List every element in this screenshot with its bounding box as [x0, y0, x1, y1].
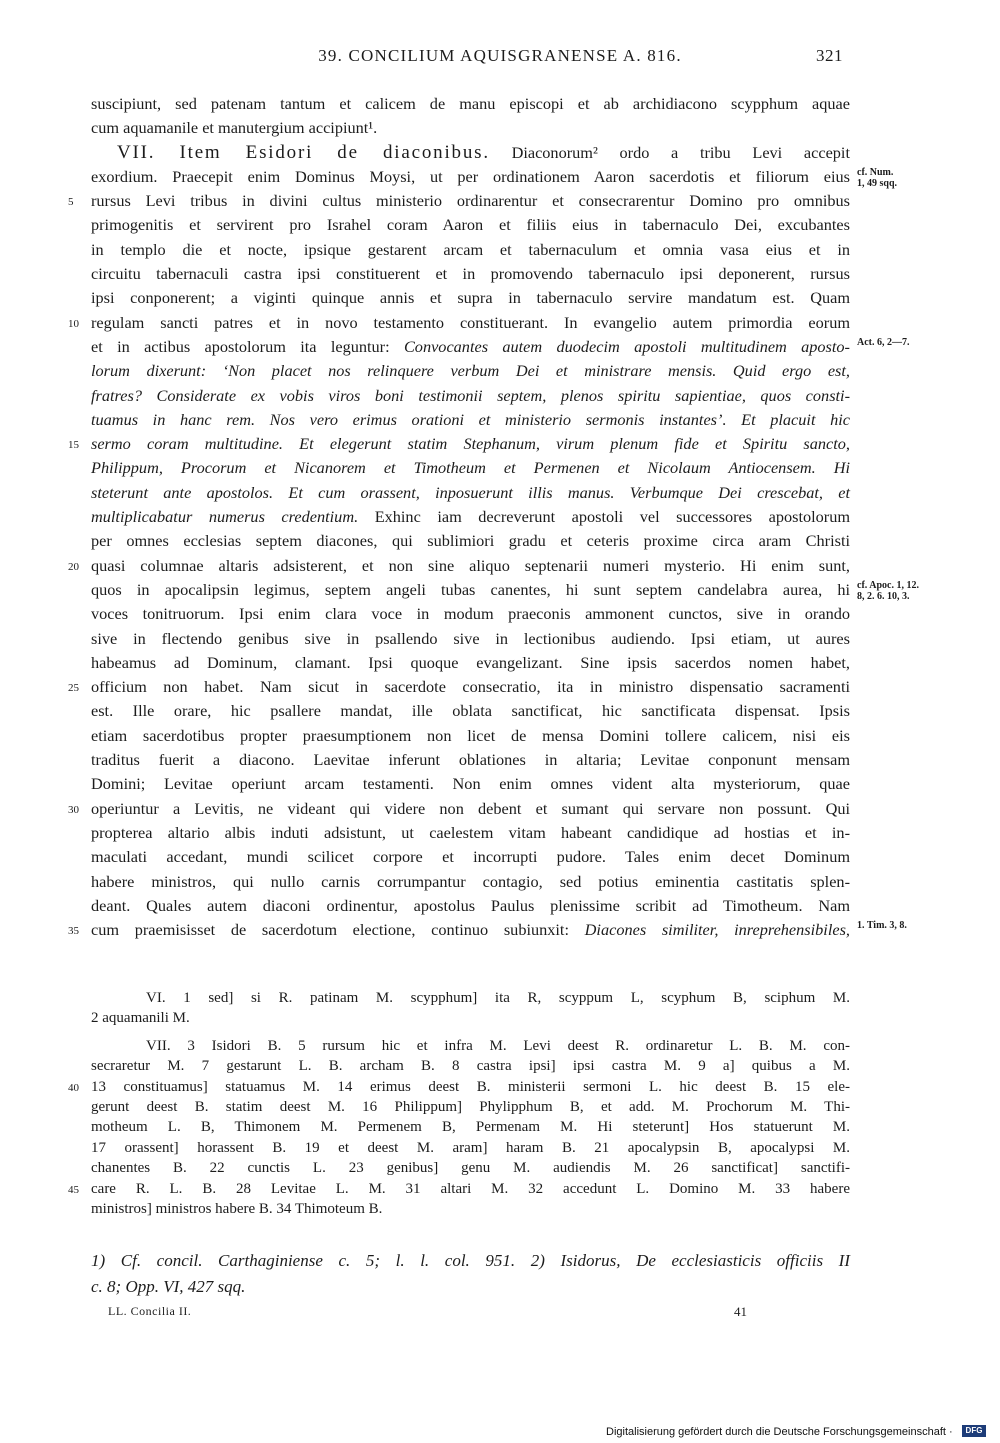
- text-line: [91, 578, 850, 602]
- text-line: [91, 141, 850, 165]
- text-line: [91, 408, 850, 432]
- line-number: 30: [68, 803, 79, 816]
- text-line: [91, 286, 850, 310]
- line-text: deant. Quales autem diaconi ordinentur, apostolus Paulus plenissime scribit ad Timotheum. Nam: [91, 895, 850, 915]
- quotation: Diacones similiter, inreprehensibiles,: [584, 920, 850, 940]
- apparatus-line: [91, 1036, 850, 1056]
- apparatus-section-vii: [68, 1036, 850, 1220]
- apparatus-text: ministros] ministros habere B. 34 Thimoteum B.: [91, 1200, 383, 1217]
- line-text: ipsi conponerent; a viginti quinque annis et supra in tabernaculo servire mandatum est. Quam: [91, 288, 850, 308]
- apparatus-text: secraretur M. 7 gestarunt L. B. archam B. 8 castra ipsi] ipsi castra M. 9 a] quibus a M.: [91, 1058, 850, 1075]
- footnote-line: c. 8; Opp. VI, 427 sqq.: [91, 1277, 246, 1296]
- section-heading: VII. Item Esidori de diaconibus.: [117, 141, 490, 163]
- text-line: [91, 845, 850, 869]
- apparatus-line: [91, 1097, 850, 1117]
- apparatus-text: care R. L. B. 28 Levitae L. M. 31 altari M. 32 accedunt L. Domino M. 33 habere: [91, 1180, 850, 1197]
- apparatus-section-vi: [91, 988, 850, 1029]
- line-text: cum aquamanile et manutergium accipiunt¹.: [91, 118, 378, 138]
- apparatus-text: motheum L. B, Thimonem M. Permenem B, Permenam M. Hi steterunt] Hos statuerunt M.: [91, 1119, 850, 1136]
- line-text: cum praemisisset de sacerdotum electione, continuo subiunxit:: [91, 920, 569, 940]
- margin-reference: cf. Apoc. 1, 12. 8, 2. 6. 10, 3.: [857, 580, 919, 602]
- text-line: [91, 335, 850, 359]
- margin-reference: 1. Tim. 3, 8.: [857, 920, 907, 932]
- text-line: [91, 505, 850, 529]
- text-line: [91, 699, 850, 723]
- text-line: [91, 456, 850, 480]
- apparatus-line: [91, 1138, 850, 1158]
- text-line: [91, 870, 850, 894]
- line-number: 40: [68, 1081, 79, 1094]
- text-line: [68, 797, 850, 821]
- line-text: habeamus ad Dominum, clamant. Ipsi quoque evangelizant. Sine ipsis sacerdos nomen habet,: [91, 652, 850, 672]
- dfg-logo-icon: DFG: [962, 1425, 986, 1437]
- text-line: [91, 262, 850, 286]
- quotation: sermo coram multitudine. Et elegerunt statim Stephanum, virum plenum fide et Spiritu sancto,: [91, 434, 850, 454]
- quotation: multiplicabatur numerus credentium.: [91, 507, 359, 527]
- text-line: [91, 116, 850, 140]
- text-line: [68, 554, 850, 578]
- text-line: [91, 359, 850, 383]
- line-number: 15: [68, 439, 79, 452]
- line-number: 25: [68, 682, 79, 695]
- line-text: etiam sacerdotibus propter praesumptionem non licet de mensa Domini tollere calicem, nisi eis: [91, 725, 850, 745]
- margin-reference: Act. 6, 2—7.: [857, 337, 910, 348]
- text-line: [91, 238, 850, 262]
- line-number: 20: [68, 560, 79, 573]
- apparatus-line: [91, 1158, 850, 1178]
- quotation: steterunt ante apostolos. Et cum orassent, inposuerunt illis manus. Verbumque Dei crescebat, et: [91, 482, 850, 502]
- text-line: [91, 627, 850, 651]
- line-number: 35: [68, 925, 79, 938]
- line-text: Diaconorum² ordo a tribu Levi accepit: [511, 142, 850, 162]
- quotation: fratres? Considerate ex vobis viros boni testimonii septem, plenos spiritu sapientiae, quos consti-: [91, 385, 850, 405]
- text-line: [91, 213, 850, 237]
- apparatus-line: [91, 1199, 850, 1219]
- line-text: per omnes ecclesias septem diacones, qui sublimiori gradu et ceteris proxime circa aram Christi: [91, 531, 850, 551]
- line-text: primogenitis et servirent pro Israhel coram Aaron et filiis eius in tabernaculo Dei, excubantes: [91, 215, 850, 235]
- line-text: suscipiunt, sed patenam tantum et calicem de manu episcopi et ab archidiacono scypphum aquae: [91, 94, 850, 113]
- line-number: 5: [68, 196, 74, 209]
- text-line: [91, 529, 850, 553]
- line-text: maculati accedant, mundi scilicet corpore et incorrupti pudore. Tales enim decet Dominum: [91, 847, 850, 867]
- text-line: [68, 675, 850, 699]
- apparatus-line: 2 aquamanili M.: [91, 1010, 190, 1027]
- apparatus-text: gerunt deest B. statim deest M. 16 Philippum] Phylipphum B, et add. M. Prochorum M. Thi-: [91, 1098, 850, 1115]
- line-text: operiuntur a Levitis, ne videant qui videre non debent et sumant qui servare non possunt. Qui: [91, 798, 850, 818]
- footnotes: [91, 1248, 850, 1300]
- line-text: officium non habet. Nam sicut in sacerdote consecratio, ita in ministro dispensatio sacramenti: [91, 677, 850, 697]
- apparatus-text: 13 constituamus] statuamus M. 14 erimus deest B. ministerii sermoni L. hic deest B. 15 ele-: [91, 1078, 850, 1095]
- line-text: est. Ille orare, hic psallere mandat, ille oblata sanctificat, hic sanctificata dispensat. Ipsis: [91, 701, 850, 721]
- line-text: Domini; Levitae operiunt arcam testamenti. Non enim omnes vident alta mysteriorum, quae: [91, 774, 850, 794]
- text-line: [91, 894, 850, 918]
- sheet-signature: LL. Concilia II.: [108, 1304, 192, 1318]
- apparatus-text: chanentes B. 22 cunctis L. 23 genibus] genu M. audiendis M. 26 sanctificat] sanctifi-: [91, 1160, 850, 1177]
- quotation: Convocantes autem duodecim apostoli multitudinem aposto-: [403, 336, 850, 356]
- line-number: 10: [68, 317, 79, 330]
- line-text: habere ministros, qui nullo carnis corrumpantur contagio, sed potius eminentia castitatis splen-: [91, 871, 850, 891]
- text-line: [91, 481, 850, 505]
- critical-apparatus: [68, 988, 850, 1219]
- text-line: [91, 602, 850, 626]
- text-line: [91, 651, 850, 675]
- digitization-credit: Digitalisierung gefördert durch die Deutsche Forschungsgemeinschaft ·: [606, 1426, 953, 1438]
- line-text: circuitu tabernaculi castra ipsi constituerent et in promovendo tabernaculo ipsi deponerent, rursus: [91, 264, 850, 284]
- line-text: propterea altario albis induti adsistunt, ut caelestem vitam habeant candidique ad hostias et in-: [91, 822, 850, 842]
- apparatus-line: VI. 1 sed] si R. patinam M. scypphum] ita R, scyppum L, scyphum B, sciphum M.: [146, 990, 850, 1006]
- text-line: [68, 432, 850, 456]
- text-line: [68, 189, 850, 213]
- quotation: tuamus in hanc rem. Nos vero erimus orationi et ministerio sermonis instantes’. Et placuit hic: [91, 409, 850, 429]
- line-text: in templo die et nocte, ipsique gestarent arcam et tabernaculum et omnia vasa eius et in: [91, 239, 850, 259]
- line-text: sive in flectendo genibus sive in psallendo sive in lectionibus audiendo. Ipsi etiam, ut aures: [91, 628, 850, 648]
- text-line: [91, 92, 850, 116]
- apparatus-line: [68, 1179, 850, 1199]
- line-number: 45: [68, 1183, 79, 1196]
- text-line: [91, 821, 850, 845]
- line-text: regulam sancti patres et in novo testamento constituerant. In evangelio autem primordia eorum: [91, 312, 850, 332]
- line-text: Exhinc iam decreverunt apostoli vel successores apostolorum: [374, 507, 851, 527]
- margin-reference: cf. Num. 1, 49 sqq.: [857, 166, 898, 189]
- text-line: [91, 724, 850, 748]
- line-text: traditus fuerit a diacono. Laevitae inferunt oblationes in altaria; Levitae conponunt mensam: [91, 750, 850, 770]
- text-line: [91, 748, 850, 772]
- sheet-number: 41: [734, 1304, 747, 1319]
- text-line: [68, 311, 850, 335]
- quotation: Philippum, Procorum et Nicanorem et Timotheum et Permenen et Nicolaum Antiocensem. Hi: [91, 458, 850, 478]
- page-number: 321: [816, 46, 843, 65]
- apparatus-text: 17 orassent] horassent B. 19 et deest M. aram] haram B. 21 apocalypsin B, apocalypsi M.: [91, 1139, 850, 1156]
- text-line: [91, 772, 850, 796]
- footnote-line: 1) Cf. concil. Carthaginiense c. 5; l. l. col. 951. 2) Isidorus, De ecclesiasticis officiis II: [91, 1251, 850, 1270]
- text-line: [91, 384, 850, 408]
- apparatus-line: [91, 1056, 850, 1076]
- apparatus-text: VII. 3 Isidori B. 5 rursum hic et infra M. Levi deest R. ordinaretur L. B. M. con-: [146, 1037, 850, 1054]
- text-line: [91, 165, 850, 189]
- text-line: [68, 918, 850, 942]
- running-header: 39. CONCILIUM AQUISGRANENSE A. 816.: [318, 46, 682, 65]
- line-text: voces tonitruorum. Ipsi enim clara voce in modum praeconis ammonent cunctos, sive in orando: [91, 604, 850, 624]
- line-text: et in actibus apostolorum ita leguntur:: [91, 336, 390, 356]
- apparatus-line: [68, 1077, 850, 1097]
- line-text: quasi columnae altaris adsisterent, et non sine aliquo septenarii numeri mysterio. Hi enim sunt,: [91, 555, 850, 575]
- line-text: quos in apocalipsin legimus, septem angeli tubas canentes, hi sunt septem candelabra aurea, hi: [91, 579, 850, 599]
- line-text: exordium. Praecepit enim Dominus Moysi, ut per ordinationem Aaron sacerdotis et filiorum eius: [91, 166, 850, 186]
- line-text: rursus Levi tribus in divini cultus ministerio ordinarentur et consecrarentur Domino pro omnibus: [91, 191, 850, 211]
- quotation: lorum dixerunt: ‘Non placet nos relinquere verbum Dei et ministrare mensis. Quid ergo est,: [91, 361, 850, 381]
- main-text: [68, 92, 919, 942]
- apparatus-line: [91, 1117, 850, 1137]
